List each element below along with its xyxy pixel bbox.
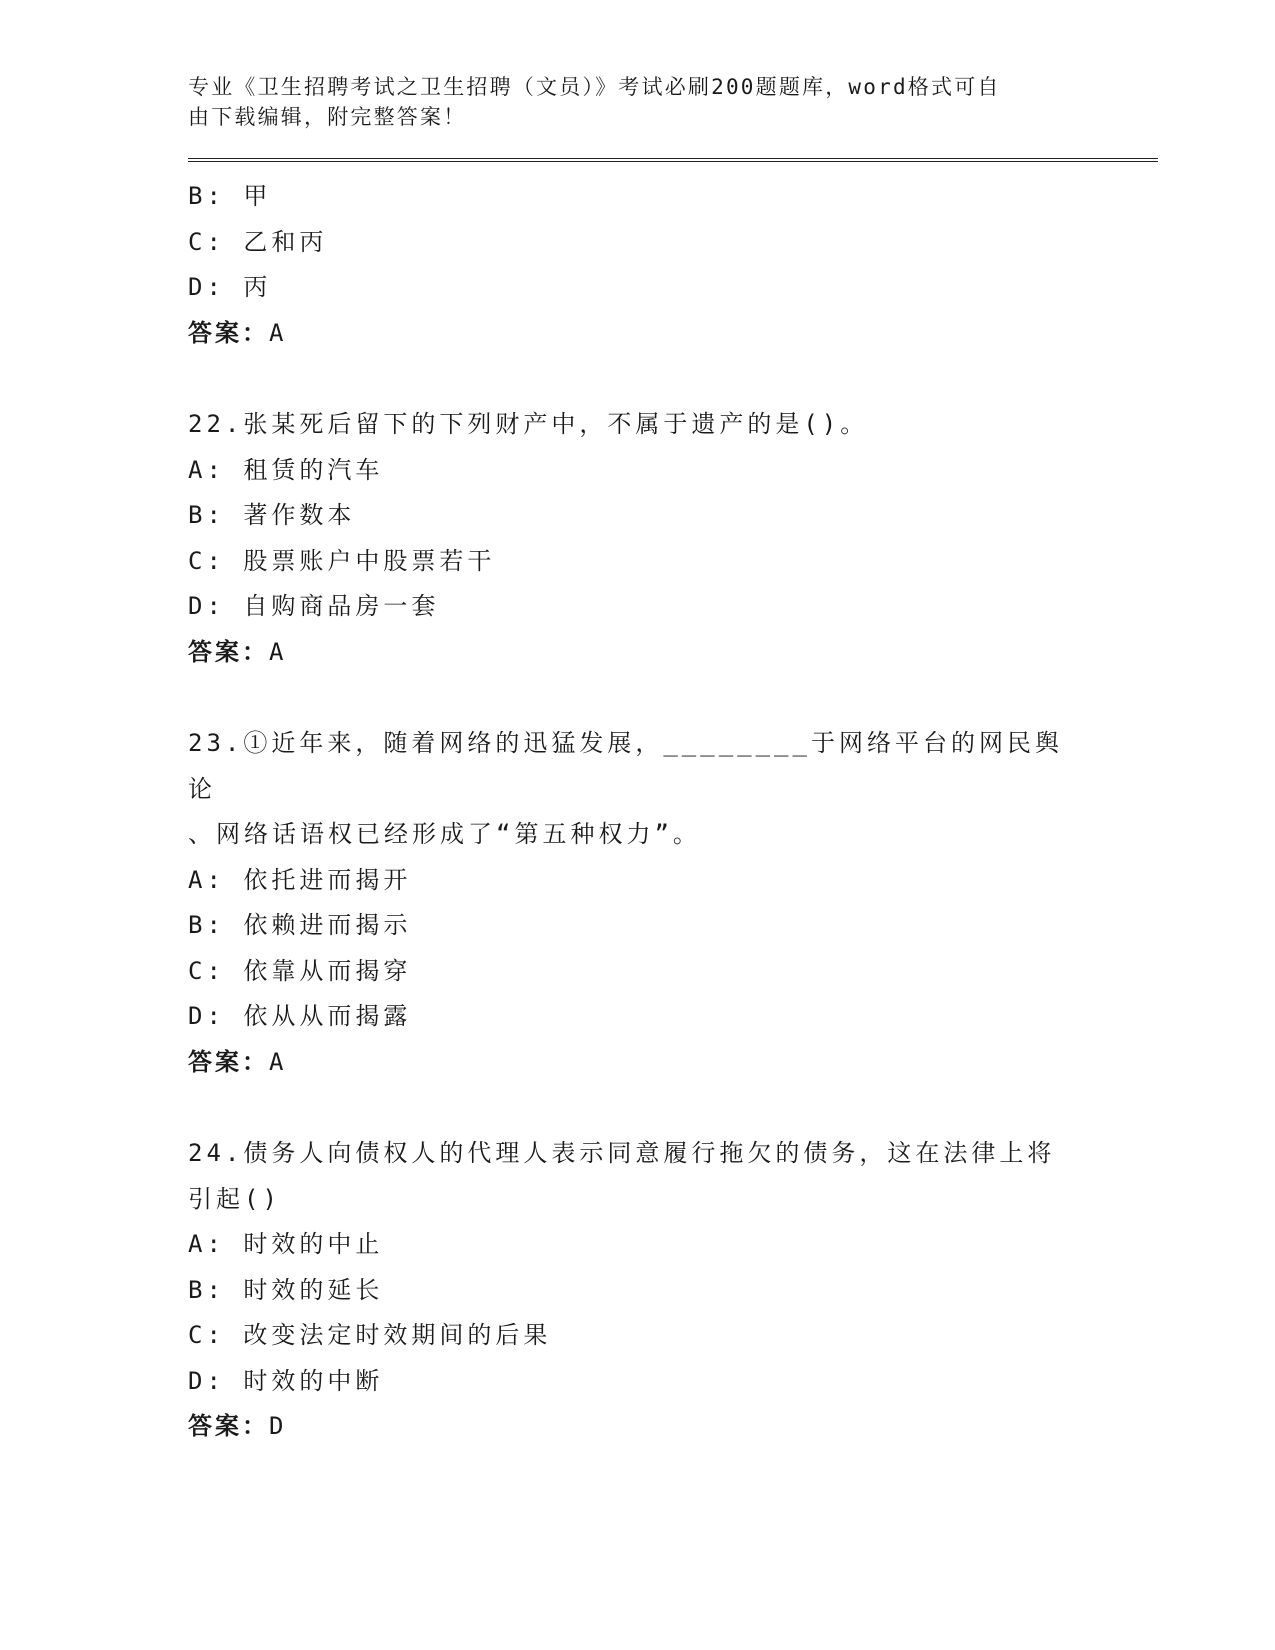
question-22 <box>188 402 1088 675</box>
option-a: A: 租赁的汽车 <box>188 455 384 484</box>
option-a: A: 依托进而揭开 <box>188 865 412 894</box>
question-stem: 22.张某死后留下的下列财产中，不属于遗产的是()。 <box>188 410 869 438</box>
answer <box>188 1404 1088 1450</box>
question-list <box>188 174 1088 1450</box>
option-b: B: 甲 <box>188 182 272 210</box>
partial-question <box>188 174 1088 356</box>
answer-value: D <box>269 1412 287 1440</box>
option-c: C: 乙和丙 <box>188 227 328 256</box>
option-a: A: 时效的中止 <box>188 1230 384 1258</box>
option-b: B: 时效的延长 <box>188 1275 384 1304</box>
answer-label: 答案： <box>188 1412 269 1440</box>
header-line-1: 专业《卫生招聘考试之卫生招聘（文员）》考试必刷200题题库，word格式可自 <box>188 75 1001 99</box>
answer-value: A <box>269 1047 287 1076</box>
option-c: C: 改变法定时效期间的后果 <box>188 1321 552 1349</box>
option-c: C: 依靠从而揭穿 <box>188 956 412 985</box>
question-23 <box>188 721 1088 1085</box>
answer-label: 答案： <box>188 637 269 666</box>
question-stem-line-1: 23.①近年来，随着网络的迅猛发展，________于网络平台的网民舆论 <box>188 729 1063 803</box>
answer <box>188 1040 1088 1086</box>
option-b: B: 依赖进而揭示 <box>188 911 412 939</box>
answer-value: A <box>269 318 287 347</box>
option-d: D: 丙 <box>188 273 272 301</box>
answer-label: 答案： <box>188 318 269 347</box>
document-page <box>188 72 1088 1450</box>
document-header <box>188 72 1088 132</box>
question-stem-line-2: 、网络话语权已经形成了“第五种权力”。 <box>188 820 701 848</box>
option-b: B: 著作数本 <box>188 501 356 529</box>
option-d: D: 自购商品房一套 <box>188 592 440 620</box>
question-stem-line-2: 引起() <box>188 1184 281 1213</box>
header-line-2: 由下载编辑，附完整答案！ <box>188 105 467 129</box>
answer-value: A <box>269 637 287 666</box>
question-stem-line-1: 24.债务人向债权人的代理人表示同意履行拖欠的债务，这在法律上将 <box>188 1139 1056 1167</box>
answer <box>188 630 1088 676</box>
answer-label: 答案： <box>188 1047 269 1076</box>
option-c: C: 股票账户中股票若干 <box>188 546 496 575</box>
answer <box>188 311 1088 357</box>
question-24 <box>188 1131 1088 1450</box>
option-d: D: 依从从而揭露 <box>188 1002 412 1030</box>
header-divider <box>188 158 1158 162</box>
option-d: D: 时效的中断 <box>188 1366 384 1395</box>
